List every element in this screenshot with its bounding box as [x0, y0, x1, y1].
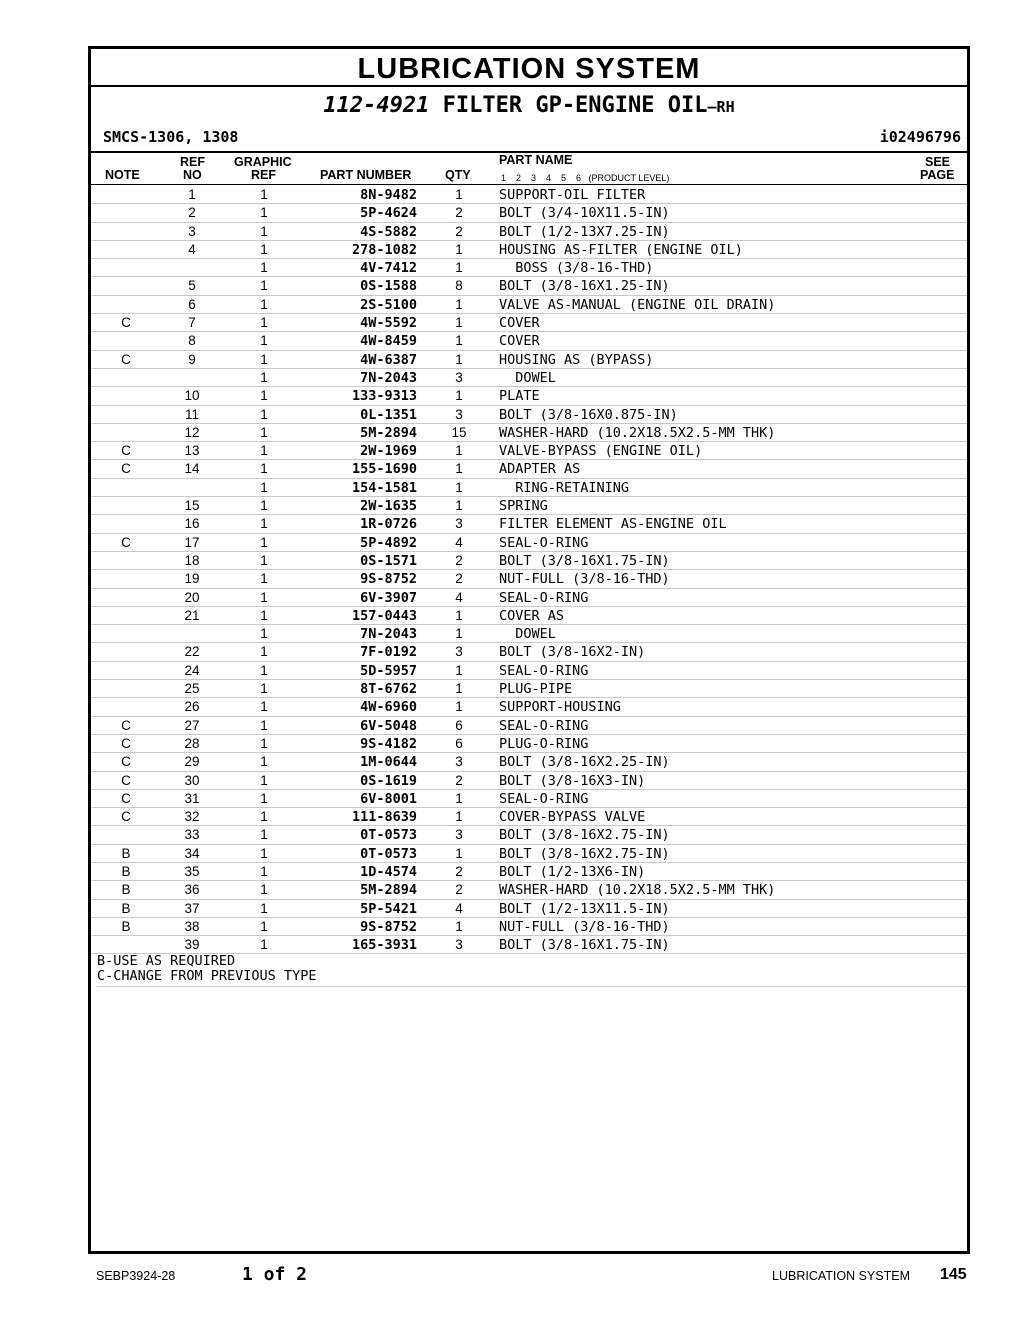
graphic-ref-cell: 1 — [260, 296, 268, 312]
table-header — [91, 151, 967, 185]
table-row — [91, 680, 967, 698]
graphic-ref-cell: 1 — [260, 260, 268, 276]
part-number-cell: 0S-1588 — [360, 278, 417, 295]
table-row — [91, 918, 967, 936]
graphic-ref-cell: 1 — [260, 351, 268, 367]
qty-cell: 4 — [455, 589, 463, 605]
part-name-cell: BOLT (3/8-16X1.75-IN) — [499, 937, 670, 954]
table-row — [91, 698, 967, 716]
qty-cell: 1 — [455, 296, 463, 312]
ref-cell: 18 — [184, 552, 200, 568]
ref-cell: 39 — [184, 937, 200, 953]
parts-table-body — [91, 186, 967, 954]
table-row — [91, 826, 967, 844]
qty-cell: 3 — [455, 644, 463, 660]
part-name-cell: VALVE-BYPASS (ENGINE OIL) — [499, 443, 703, 460]
part-name-cell: BOLT (3/8-16X1.25-IN) — [499, 278, 670, 295]
part-number-cell: 5D-5957 — [360, 662, 417, 679]
note-cell: C — [121, 772, 131, 788]
graphic-ref-cell: 1 — [260, 918, 268, 934]
graphic-ref-cell: 1 — [260, 607, 268, 623]
header-graphic-top: GRAPHIC — [234, 155, 292, 169]
part-name-cell: BOLT (3/8-16X0.875-IN) — [499, 406, 678, 423]
ref-cell: 33 — [184, 827, 200, 843]
part-name-cell: BOLT (3/8-16X3-IN) — [499, 772, 646, 789]
graphic-ref-cell: 1 — [260, 498, 268, 514]
qty-cell: 1 — [455, 699, 463, 715]
qty-cell: 1 — [455, 662, 463, 678]
part-name-cell: PLUG-PIPE — [499, 681, 573, 698]
part-name-cell: COVER AS — [499, 607, 565, 624]
part-number-cell: 7N-2043 — [360, 369, 417, 386]
qty-cell: 1 — [455, 681, 463, 697]
ref-cell: 8 — [188, 333, 196, 349]
table-row — [91, 351, 967, 369]
part-number-cell: 7N-2043 — [360, 626, 417, 643]
ref-cell: 21 — [184, 607, 200, 623]
ref-cell: 34 — [184, 845, 200, 861]
ref-cell: 27 — [184, 717, 200, 733]
graphic-ref-cell: 1 — [260, 315, 268, 331]
part-number-cell: 4V-7412 — [360, 260, 417, 277]
part-number-cell: 278-1082 — [351, 241, 417, 258]
part-name-cell: BOLT (3/8-16X1.75-IN) — [499, 552, 670, 569]
ref-cell: 38 — [184, 918, 200, 934]
part-name-cell: BOLT (3/8-16X2-IN) — [499, 644, 646, 661]
table-row — [91, 460, 967, 478]
part-name-cell: BOLT (3/8-16X2.25-IN) — [499, 754, 670, 771]
part-name-cell: BOLT (1/2-13X11.5-IN) — [499, 900, 670, 917]
note-cell: C — [121, 809, 131, 825]
graphic-ref-cell: 1 — [260, 241, 268, 257]
part-number-cell: 1R-0726 — [360, 516, 417, 533]
note-cell: B — [121, 900, 131, 916]
header-see-top: SEE — [925, 155, 951, 169]
table-row — [91, 589, 967, 607]
note-cell: C — [121, 717, 131, 733]
table-row — [91, 223, 967, 241]
table-row — [91, 845, 967, 863]
part-name-cell: NUT-FULL (3/8-16-THD) — [499, 918, 670, 935]
graphic-ref-cell: 1 — [260, 589, 268, 605]
graphic-ref-cell: 1 — [260, 424, 268, 440]
note-cell: B — [121, 882, 131, 898]
part-name-cell: SUPPORT-HOUSING — [499, 699, 621, 716]
part-number-cell: 5M-2894 — [360, 424, 417, 441]
part-number-cell: 154-1581 — [351, 479, 417, 496]
table-row — [91, 479, 967, 497]
note-cell: C — [121, 790, 131, 806]
table-row — [91, 442, 967, 460]
table-row — [91, 662, 967, 680]
part-number-cell: 6V-5048 — [360, 717, 417, 734]
graphic-ref-cell: 1 — [260, 205, 268, 221]
part-name-cell: HOUSING AS (BYPASS) — [499, 351, 654, 368]
part-number-cell: 155-1690 — [351, 461, 417, 478]
table-row — [91, 259, 967, 277]
ref-cell: 7 — [188, 315, 196, 331]
ref-cell: 5 — [188, 278, 196, 294]
ref-cell: 32 — [184, 809, 200, 825]
table-row — [91, 241, 967, 259]
part-name-cell: ADAPTER AS — [499, 461, 581, 478]
qty-cell: 1 — [455, 479, 463, 495]
part-name-cell: WASHER-HARD (10.2X18.5X2.5-MM THK) — [499, 882, 776, 899]
table-row — [91, 753, 967, 771]
graphic-ref-cell: 1 — [260, 552, 268, 568]
part-number-cell: 5P-4892 — [360, 534, 417, 551]
footer-page-count: 1 of 2 — [242, 1264, 308, 1285]
graphic-ref-cell: 1 — [260, 845, 268, 861]
header-part-name: PART NAME — [499, 153, 573, 167]
ref-cell: 6 — [188, 296, 196, 312]
part-number-cell: 9S-8752 — [360, 918, 417, 935]
header-qty: QTY — [445, 168, 471, 182]
note-cell: C — [121, 351, 131, 367]
table-row — [91, 424, 967, 442]
graphic-ref-cell: 1 — [260, 900, 268, 916]
part-number-cell: 2S-5100 — [360, 296, 417, 313]
table-row — [91, 296, 967, 314]
qty-cell: 2 — [455, 772, 463, 788]
ref-cell: 17 — [184, 534, 200, 550]
qty-cell: 8 — [455, 278, 463, 294]
header-graphic-bottom: REF — [251, 168, 276, 182]
footer-document-number: SEBP3924-28 — [96, 1269, 176, 1283]
ref-cell: 1 — [188, 187, 196, 202]
note-c: C-CHANGE FROM PREVIOUS TYPE — [97, 968, 317, 984]
qty-cell: 1 — [455, 626, 463, 642]
table-row — [91, 369, 967, 387]
part-name-cell: DOWEL — [499, 369, 556, 386]
part-name-cell: WASHER-HARD (10.2X18.5X2.5-MM THK) — [499, 424, 776, 441]
table-row — [91, 863, 967, 881]
ref-cell: 35 — [184, 863, 200, 879]
table-row — [91, 387, 967, 405]
part-number-cell: 4W-8459 — [360, 333, 417, 350]
graphic-ref-cell: 1 — [260, 187, 268, 202]
part-number-cell: 6V-3907 — [360, 589, 417, 606]
illustration-id: i02496796 — [879, 128, 961, 146]
part-number-cell: 2W-1969 — [360, 443, 417, 460]
graphic-ref-cell: 1 — [260, 681, 268, 697]
graphic-ref-cell: 1 — [260, 735, 268, 751]
part-number-cell: 0L-1351 — [360, 406, 417, 423]
part-number-cell: 5M-2894 — [360, 882, 417, 899]
qty-cell: 1 — [455, 333, 463, 349]
part-name-cell: SEAL-O-RING — [499, 662, 589, 679]
header-product-level: 1 2 3 4 5 6 (PRODUCT LEVEL) — [501, 173, 670, 183]
table-row — [91, 186, 967, 204]
table-row — [91, 515, 967, 533]
part-number-cell: 2W-1635 — [360, 498, 417, 515]
qty-cell: 3 — [455, 369, 463, 385]
header-part-number: PART NUMBER — [320, 168, 412, 182]
graphic-ref-cell: 1 — [260, 809, 268, 825]
ref-cell: 26 — [184, 699, 200, 715]
part-number-cell: 0T-0573 — [360, 845, 417, 862]
notes-section — [97, 954, 967, 987]
part-number-cell: 133-9313 — [351, 388, 417, 405]
qty-cell: 2 — [455, 571, 463, 587]
footer-page-number: 145 — [940, 1266, 967, 1283]
part-name-cell: COVER — [499, 315, 540, 332]
part-name-cell: COVER-BYPASS VALVE — [499, 809, 646, 826]
page-title: LUBRICATION SYSTEM — [91, 49, 967, 87]
qty-cell: 1 — [455, 498, 463, 514]
note-b: B-USE AS REQUIRED — [97, 953, 236, 969]
ref-cell: 15 — [184, 498, 200, 514]
part-number-cell: 7F-0192 — [360, 644, 417, 661]
table-row — [91, 772, 967, 790]
note-cell: C — [121, 443, 131, 459]
table-row — [91, 717, 967, 735]
qty-cell: 1 — [455, 845, 463, 861]
qty-cell: 1 — [455, 809, 463, 825]
graphic-ref-cell: 1 — [260, 717, 268, 733]
table-row — [91, 900, 967, 918]
part-number-cell: 5P-5421 — [360, 900, 417, 917]
table-row — [91, 808, 967, 826]
note-cell: C — [121, 534, 131, 550]
part-name-cell: PLUG-O-RING — [499, 735, 589, 752]
ref-cell: 3 — [188, 223, 196, 239]
qty-cell: 4 — [455, 900, 463, 916]
footer-section: LUBRICATION SYSTEM — [772, 1269, 910, 1283]
part-name-cell: BOSS (3/8-16-THD) — [499, 260, 654, 277]
group-name: FILTER GP-ENGINE OIL — [442, 93, 708, 118]
part-number-cell: 4W-6387 — [360, 351, 417, 368]
ref-cell: 25 — [184, 681, 200, 697]
group-suffix: —RH — [707, 98, 735, 116]
part-number-cell: 9S-4182 — [360, 735, 417, 752]
qty-cell: 1 — [455, 790, 463, 806]
qty-cell: 2 — [455, 223, 463, 239]
note-cell: B — [121, 845, 131, 861]
graphic-ref-cell: 1 — [260, 662, 268, 678]
note-cell: B — [121, 863, 131, 879]
note-cell: C — [121, 754, 131, 770]
part-number-cell: 0T-0573 — [360, 827, 417, 844]
ref-cell: 9 — [188, 351, 196, 367]
graphic-ref-cell: 1 — [260, 626, 268, 642]
table-row — [91, 277, 967, 295]
qty-cell: 2 — [455, 205, 463, 221]
table-row — [91, 534, 967, 552]
part-name-cell: SUPPORT-OIL FILTER — [499, 187, 646, 203]
part-name-cell: PLATE — [499, 388, 540, 405]
part-name-cell: BOLT (3/8-16X2.75-IN) — [499, 827, 670, 844]
part-name-cell: SEAL-O-RING — [499, 589, 589, 606]
qty-cell: 1 — [455, 461, 463, 477]
qty-cell: 2 — [455, 552, 463, 568]
table-row — [91, 406, 967, 424]
ref-cell: 19 — [184, 571, 200, 587]
graphic-ref-cell: 1 — [260, 790, 268, 806]
ref-cell: 22 — [184, 644, 200, 660]
part-number-cell: 1M-0644 — [360, 754, 417, 771]
table-row — [91, 643, 967, 661]
part-name-cell: SEAL-O-RING — [499, 534, 589, 551]
ref-cell: 20 — [184, 589, 200, 605]
graphic-ref-cell: 1 — [260, 644, 268, 660]
table-row — [91, 607, 967, 625]
group-part-number: 112-4921 — [323, 93, 430, 118]
part-number-cell: 1D-4574 — [360, 863, 417, 880]
qty-cell: 1 — [455, 315, 463, 331]
graphic-ref-cell: 1 — [260, 479, 268, 495]
note-cell: B — [121, 918, 131, 934]
graphic-ref-cell: 1 — [260, 369, 268, 385]
part-name-cell: BOLT (1/2-13X6-IN) — [499, 863, 646, 880]
part-number-cell: 157-0443 — [351, 607, 417, 624]
ref-cell: 29 — [184, 754, 200, 770]
graphic-ref-cell: 1 — [260, 827, 268, 843]
part-number-cell: 9S-8752 — [360, 571, 417, 588]
part-number-cell: 4S-5882 — [360, 223, 417, 240]
qty-cell: 1 — [455, 918, 463, 934]
table-row — [91, 570, 967, 588]
ref-cell: 37 — [184, 900, 200, 916]
part-name-cell: BOLT (1/2-13X7.25-IN) — [499, 223, 670, 240]
graphic-ref-cell: 1 — [260, 534, 268, 550]
header-ref-bottom: NO — [183, 168, 202, 182]
qty-cell: 3 — [455, 937, 463, 953]
graphic-ref-cell: 1 — [260, 388, 268, 404]
table-row — [91, 497, 967, 515]
note-cell: C — [121, 735, 131, 751]
qty-cell: 1 — [455, 388, 463, 404]
part-number-cell: 111-8639 — [351, 809, 417, 826]
graphic-ref-cell: 1 — [260, 278, 268, 294]
table-row — [91, 314, 967, 332]
qty-cell: 1 — [455, 187, 463, 202]
graphic-ref-cell: 1 — [260, 699, 268, 715]
qty-cell: 1 — [455, 443, 463, 459]
ref-cell: 2 — [188, 205, 196, 221]
header-see-bottom: PAGE — [920, 168, 955, 182]
part-name-cell: HOUSING AS-FILTER (ENGINE OIL) — [499, 241, 743, 258]
part-name-cell: BOLT (3/4-10X11.5-IN) — [499, 205, 670, 222]
qty-cell: 1 — [455, 260, 463, 276]
header-note: NOTE — [105, 168, 140, 182]
graphic-ref-cell: 1 — [260, 443, 268, 459]
table-row — [91, 552, 967, 570]
part-name-cell: DOWEL — [499, 626, 556, 643]
group-title — [91, 93, 967, 120]
qty-cell: 15 — [451, 424, 467, 440]
qty-cell: 6 — [455, 717, 463, 733]
part-number-cell: 8T-6762 — [360, 681, 417, 698]
graphic-ref-cell: 1 — [260, 937, 268, 953]
part-number-cell: 4W-5592 — [360, 315, 417, 332]
part-number-cell: 4W-6960 — [360, 699, 417, 716]
qty-cell: 1 — [455, 607, 463, 623]
header-ref-top: REF — [180, 155, 205, 169]
part-name-cell: FILTER ELEMENT AS-ENGINE OIL — [499, 516, 727, 533]
graphic-ref-cell: 1 — [260, 863, 268, 879]
part-name-cell: VALVE AS-MANUAL (ENGINE OIL DRAIN) — [499, 296, 776, 313]
ref-cell: 10 — [184, 388, 200, 404]
table-row — [91, 204, 967, 222]
part-name-cell: SEAL-O-RING — [499, 790, 589, 807]
table-row — [91, 332, 967, 350]
ref-cell: 31 — [184, 790, 200, 806]
graphic-ref-cell: 1 — [260, 516, 268, 532]
qty-cell: 3 — [455, 827, 463, 843]
table-row — [91, 790, 967, 808]
ref-cell: 14 — [184, 461, 200, 477]
graphic-ref-cell: 1 — [260, 772, 268, 788]
qty-cell: 6 — [455, 735, 463, 751]
ref-cell: 4 — [188, 241, 196, 257]
graphic-ref-cell: 1 — [260, 406, 268, 422]
ref-cell: 28 — [184, 735, 200, 751]
ref-cell: 13 — [184, 443, 200, 459]
table-row — [91, 625, 967, 643]
table-row — [91, 881, 967, 899]
table-row — [91, 936, 967, 954]
ref-cell: 30 — [184, 772, 200, 788]
part-name-cell: NUT-FULL (3/8-16-THD) — [499, 571, 670, 588]
part-name-cell: SPRING — [499, 498, 548, 515]
graphic-ref-cell: 1 — [260, 754, 268, 770]
qty-cell: 1 — [455, 351, 463, 367]
part-number-cell: 5P-4624 — [360, 205, 417, 222]
ref-cell: 11 — [184, 406, 199, 422]
part-name-cell: RING-RETAINING — [499, 479, 630, 496]
graphic-ref-cell: 1 — [260, 333, 268, 349]
qty-cell: 1 — [455, 241, 463, 257]
table-row — [91, 735, 967, 753]
qty-cell: 2 — [455, 863, 463, 879]
part-number-cell: 165-3931 — [351, 937, 417, 954]
qty-cell: 3 — [455, 754, 463, 770]
ref-cell: 36 — [184, 882, 200, 898]
graphic-ref-cell: 1 — [260, 223, 268, 239]
note-cell: C — [121, 461, 131, 477]
qty-cell: 3 — [455, 406, 463, 422]
smcs-code: SMCS-1306, 1308 — [103, 128, 239, 146]
qty-cell: 3 — [455, 516, 463, 532]
qty-cell: 4 — [455, 534, 463, 550]
part-name-cell: SEAL-O-RING — [499, 717, 589, 734]
graphic-ref-cell: 1 — [260, 571, 268, 587]
ref-cell: 16 — [184, 516, 200, 532]
parts-page-frame — [88, 46, 970, 1254]
ref-cell: 24 — [184, 662, 200, 678]
part-number-cell: 0S-1571 — [360, 552, 417, 569]
ref-cell: 12 — [184, 424, 200, 440]
part-number-cell: 8N-9482 — [360, 187, 417, 203]
part-number-cell: 0S-1619 — [360, 772, 417, 789]
qty-cell: 2 — [455, 882, 463, 898]
note-cell: C — [121, 315, 131, 331]
part-number-cell: 6V-8001 — [360, 790, 417, 807]
graphic-ref-cell: 1 — [260, 461, 268, 477]
graphic-ref-cell: 1 — [260, 882, 268, 898]
part-name-cell: BOLT (3/8-16X2.75-IN) — [499, 845, 670, 862]
part-name-cell: COVER — [499, 333, 540, 350]
